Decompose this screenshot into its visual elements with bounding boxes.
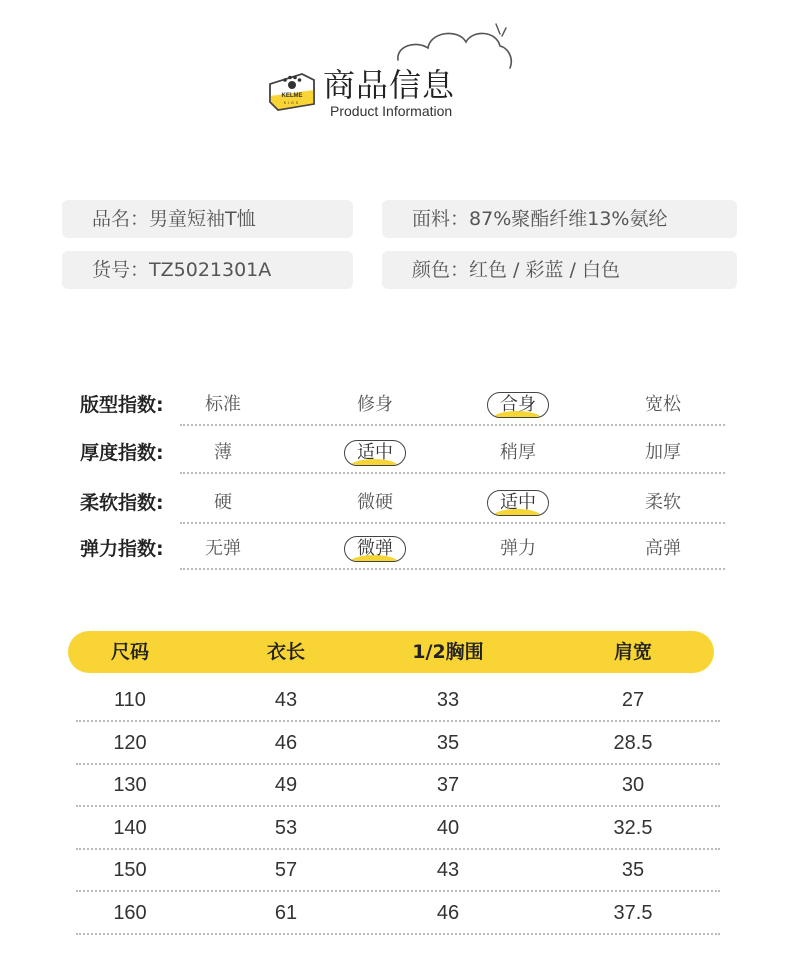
length-cell: 43 [274,689,298,711]
size-header-cell: 尺码 [110,641,149,663]
index-option: 弹力 [500,538,536,559]
size-cell: 120 [113,731,147,754]
info-product-name [62,200,353,238]
size-cell: 140 [113,816,147,839]
table-row [76,723,720,765]
chest-cell: 43 [436,859,460,882]
info-value: 红色 / 彩蓝 / 白色 [469,259,620,281]
dotted-divider [180,522,725,524]
shoulder-cell: 32.5 [613,816,653,839]
length-cell: 57 [274,859,298,882]
selected-pill [344,536,406,562]
index-row [80,534,725,570]
shoulder-cell: 28.5 [613,731,653,754]
dotted-divider [76,933,720,935]
table-row [76,850,720,892]
index-option: 柔软 [645,492,681,513]
dotted-divider [180,424,725,426]
length-cell: 53 [274,816,298,839]
info-value: TZ5021301A [149,259,272,281]
dotted-divider [180,472,725,474]
info-color [382,251,737,289]
selected-pill [487,490,549,516]
size-table-header [68,631,714,673]
index-option: 微硬 [357,492,393,513]
index-label: 弹力指数: [80,538,164,560]
length-cell: 61 [274,902,298,924]
svg-text:KELME: KELME [281,93,303,99]
index-option-label: 适中 [500,492,536,513]
section-header [0,0,790,140]
index-option-selected [325,534,425,572]
index-option: 加厚 [645,442,681,463]
index-option: 硬 [214,492,232,513]
length-cell: 49 [274,774,298,797]
info-label: 品名： [92,208,150,230]
dotted-divider [180,568,725,570]
size-cell: 160 [113,902,147,924]
index-option-selected [468,390,568,428]
index-option: 高弹 [645,538,681,559]
page-subtitle: Product Information [330,103,453,119]
selected-pill [344,440,406,466]
info-fabric [382,200,737,238]
index-option-selected [325,438,425,476]
page-title: 商品信息 [323,66,456,104]
info-label: 颜色： [412,259,470,281]
index-option-label: 适中 [357,442,393,463]
index-label: 厚度指数: [80,442,164,464]
shoulder-cell: 30 [621,774,645,797]
index-option-label: 微弹 [357,538,393,559]
chest-header-cell: 1/2胸围 [412,641,484,663]
info-item-number [62,251,353,289]
length-cell: 46 [274,731,298,754]
index-option-selected [468,488,568,526]
info-label: 面料： [412,208,470,230]
index-option: 宽松 [645,394,681,415]
length-header-cell: 衣长 [266,641,305,663]
shoulder-header-cell: 肩宽 [613,641,652,663]
index-label: 版型指数: [80,394,164,416]
chest-cell: 37 [436,774,460,797]
selected-pill [487,392,549,418]
index-option: 稍厚 [500,442,536,463]
svg-text:KIDS: KIDS [283,101,301,105]
kelme-kids-logo [264,66,320,114]
shoulder-cell: 35 [621,859,645,882]
chest-cell: 33 [436,689,460,711]
size-cell: 130 [113,774,147,797]
table-row [76,765,720,807]
index-option: 无弹 [205,538,241,559]
index-option: 薄 [214,442,232,463]
index-option-label: 合身 [500,394,536,415]
chest-cell: 40 [436,816,460,839]
index-option: 修身 [357,394,393,415]
info-label: 货号： [92,259,150,281]
shoulder-cell: 37.5 [613,902,653,924]
index-row [80,488,725,524]
index-row [80,390,725,426]
size-cell: 110 [114,689,146,711]
index-row [80,438,725,474]
size-cell: 150 [113,859,147,882]
table-row [76,808,720,850]
chest-cell: 46 [436,902,460,924]
chest-cell: 35 [436,731,460,754]
index-option: 标准 [205,394,241,415]
table-row [76,680,720,722]
info-value: 87%聚酯纤维13%氨纶 [469,208,668,230]
shoulder-cell: 27 [621,689,645,711]
info-value: 男童短袖T恤 [149,208,256,230]
table-row [76,893,720,935]
index-label: 柔软指数: [80,492,164,514]
